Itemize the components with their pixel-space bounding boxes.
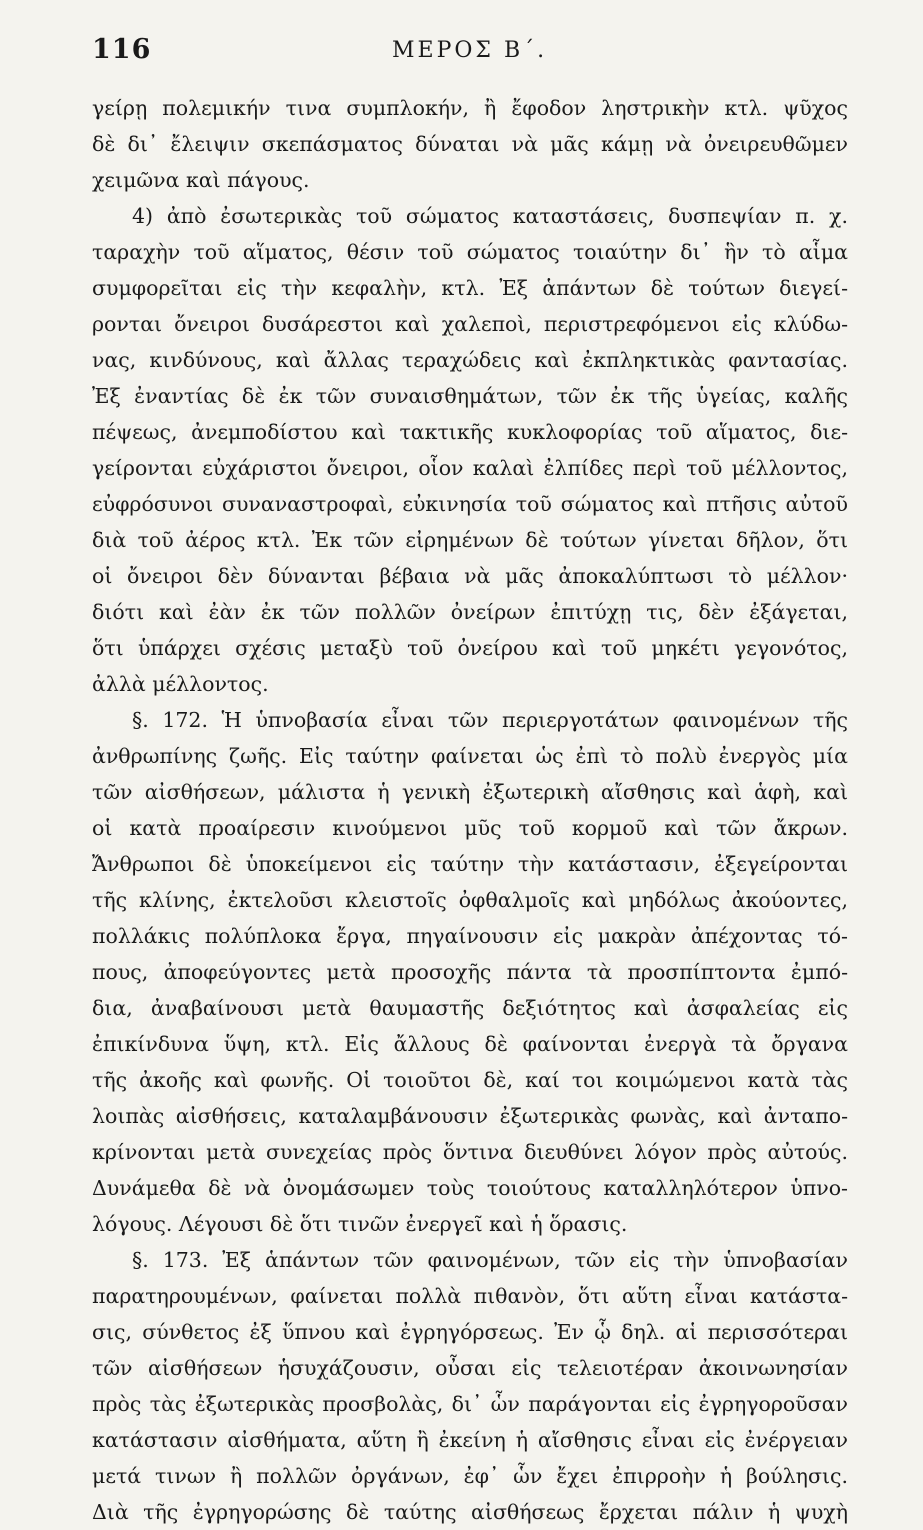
text-line: οἱ ὄνειροι δὲν δύνανται βέβαια νὰ μᾶς ἀποκαλύπτωσι τὸ μέλλον· bbox=[92, 564, 848, 588]
text-line: νας, κινδύνους, καὶ ἄλλας τεραχώδεις καὶ ἐκπληκτικὰς φαντασίας. bbox=[92, 348, 848, 372]
text-line: §. 173. Ἐξ ἁπάντων τῶν φαινομένων, τῶν εἰς τὴν ὑπνοβασίαν bbox=[132, 1248, 848, 1272]
page-number: 116 bbox=[92, 34, 152, 65]
text-line: ὅτι ὑπάρχει σχέσις μεταξὺ τοῦ ὀνείρου καὶ τοῦ μηκέτι γεγονότος, bbox=[92, 636, 848, 660]
text-line: 4) ἀπὸ ἐσωτερικὰς τοῦ σώματος καταστάσεις, δυσπεψίαν π. χ. bbox=[132, 204, 848, 228]
text-line: Διὰ τῆς ἐγρηγορώσης δὲ ταύτης αἰσθήσεως ἔρχεται πάλιν ἡ ψυχὴ bbox=[92, 1500, 848, 1524]
text-line: τῆς κλίνης, ἐκτελοῦσι κλειστοῖς ὀφθαλμοῖς καὶ μηδόλως ἀκούοντες, bbox=[92, 888, 848, 912]
text-line: χειμῶνα καὶ πάγους. bbox=[92, 168, 310, 192]
text-line: ταραχὴν τοῦ αἵματος, θέσιν τοῦ σώματος τοιαύτην δι᾽ ἣν τὸ αἷμα bbox=[92, 240, 848, 264]
text-line: διὰ τοῦ ἀέρος κτλ. Ἐκ τῶν εἰρημένων δὲ τούτων γίνεται δῆλον, ὅτι bbox=[92, 528, 848, 552]
text-line: ρονται ὄνειροι δυσάρεστοι καὶ χαλεποὶ, περιστρεφόμενοι εἰς κλύδω- bbox=[92, 312, 848, 336]
text-line: μετά τινων ἢ πολλῶν ὀργάνων, ἐφ᾽ ὧν ἔχει ἐπιρροὴν ἡ βούλησις. bbox=[92, 1464, 848, 1488]
text-line: σις, σύνθετος ἐξ ὕπνου καὶ ἐγρηγόρσεως. Ἐν ᾧ δηλ. αἱ περισσότεραι bbox=[92, 1320, 848, 1344]
text-line: τῆς ἀκοῆς καὶ φωνῆς. Οἱ τοιοῦτοι δὲ, καί τοι κοιμώμενοι κατὰ τὰς bbox=[92, 1068, 848, 1092]
text-line: οἱ κατὰ προαίρεσιν κινούμενοι μῦς τοῦ κορμοῦ καὶ τῶν ἄκρων. bbox=[92, 816, 848, 840]
text-line: ἐπικίνδυνα ὕψη, κτλ. Εἰς ἄλλους δὲ φαίνονται ἐνεργὰ τὰ ὄργανα bbox=[92, 1032, 848, 1056]
text-line: §. 172. Ἡ ὑπνοβασία εἶναι τῶν περιεργοτάτων φαινομένων τῆς bbox=[132, 708, 848, 732]
text-line: τῶν αἰσθήσεων ἡσυχάζουσιν, οὖσαι εἰς τελειοτέραν ἀκοινωνησίαν bbox=[92, 1356, 848, 1380]
text-line: γείρονται εὐχάριστοι ὄνειροι, οἷον καλαὶ ἐλπίδες περὶ τοῦ μέλλοντος, bbox=[92, 456, 848, 480]
text-line: Ἄνθρωποι δὲ ὑποκείμενοι εἰς ταύτην τὴν κατάστασιν, ἐξεγείρονται bbox=[92, 852, 848, 876]
text-line: λοιπὰς αἰσθήσεις, καταλαμβάνουσιν ἐξωτερικὰς φωνὰς, καὶ ἀνταπο- bbox=[92, 1104, 848, 1128]
text-line: ἀλλὰ μέλλοντος. bbox=[92, 672, 269, 696]
text-line: γείρῃ πολεμικήν τινα συμπλοκήν, ἢ ἔφοδον ληστρικὴν κτλ. ψῦχος bbox=[92, 96, 848, 120]
text-line: διότι καὶ ἐὰν ἐκ τῶν πολλῶν ὀνείρων ἐπιτύχῃ τις, δὲν ἐξάγεται, bbox=[92, 600, 848, 624]
text-line: κρίνονται μετὰ συνεχείας πρὸς ὅντινα διευθύνει λόγον πρὸς αὐτούς. bbox=[92, 1140, 848, 1164]
text-line: λόγους. Λέγουσι δὲ ὅτι τινῶν ἐνεργεῖ καὶ ἡ ὅρασις. bbox=[92, 1212, 628, 1236]
text-line: συμφορεῖται εἰς τὴν κεφαλὴν, κτλ. Ἐξ ἁπάντων δὲ τούτων διεγεί- bbox=[92, 276, 848, 300]
text-line: κατάστασιν αἰσθήματα, αὕτη ἢ ἐκείνη ἡ αἴσθησις εἶναι εἰς ἐνέργειαν bbox=[92, 1428, 848, 1452]
text-line: τῶν αἰσθήσεων, μάλιστα ἡ γενικὴ ἐξωτερικὴ αἴσθησις καὶ ἁφὴ, καὶ bbox=[92, 780, 848, 804]
text-line: πολλάκις πολύπλοκα ἔργα, πηγαίνουσιν εἰς μακρὰν ἀπέχοντας τό- bbox=[92, 924, 848, 948]
running-head: ΜΕΡΟΣ Β΄. bbox=[392, 38, 548, 63]
text-line: παρατηρουμένων, φαίνεται πολλὰ πιθανὸν, ὅτι αὕτη εἶναι κατάστα- bbox=[92, 1284, 848, 1308]
text-line: πρὸς τὰς ἐξωτερικὰς προσβολὰς, δι᾽ ὧν παράγονται εἰς ἐγρηγοροῦσαν bbox=[92, 1392, 848, 1416]
text-line: δια, ἀναβαίνουσι μετὰ θαυμαστῆς δεξιότητος καὶ ἀσφαλείας εἰς bbox=[92, 996, 848, 1020]
body-text bbox=[92, 90, 848, 1530]
text-line: ἀνθρωπίνης ζωῆς. Εἰς ταύτην φαίνεται ὡς ἐπὶ τὸ πολὺ ἐνεργὸς μία bbox=[92, 744, 848, 768]
text-line: δὲ δι᾽ ἔλειψιν σκεπάσματος δύναται νὰ μᾶς κάμῃ νὰ ὀνειρευθῶμεν bbox=[92, 132, 848, 156]
text-line: πους, ἀποφεύγοντες μετὰ προσοχῆς πάντα τὰ προσπίπτοντα ἐμπό- bbox=[92, 960, 848, 984]
text-line: Ἐξ ἐναντίας δὲ ἐκ τῶν συναισθημάτων, τῶν ἐκ τῆς ὑγείας, καλῆς bbox=[92, 384, 848, 408]
page-header bbox=[92, 34, 852, 74]
text-line: πέψεως, ἀνεμποδίστου καὶ τακτικῆς κυκλοφορίας τοῦ αἵματος, διε- bbox=[92, 420, 848, 444]
text-line: εὐφρόσυνοι συναναστροφαὶ, εὐκινησία τοῦ σώματος καὶ πτῆσις αὐτοῦ bbox=[92, 492, 848, 516]
text-line: Δυνάμεθα δὲ νὰ ὀνομάσωμεν τοὺς τοιούτους καταλληλότερον ὑπνο- bbox=[92, 1176, 848, 1200]
